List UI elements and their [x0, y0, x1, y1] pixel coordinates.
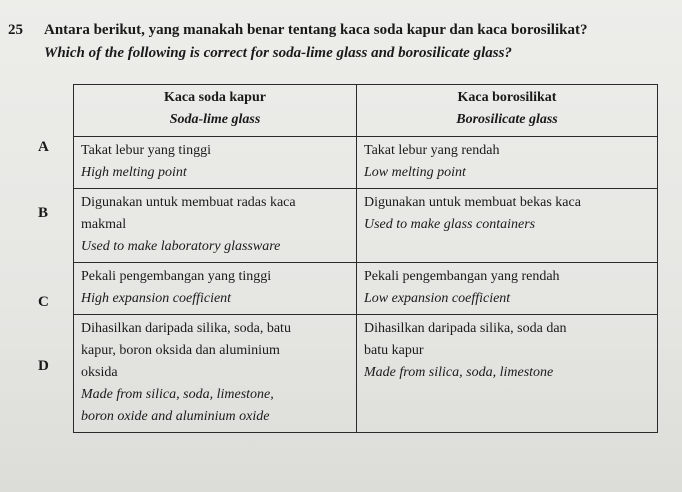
cell-text-malay: oksida [81, 365, 118, 380]
cell-text-malay: Digunakan untuk membuat bekas kaca [364, 195, 581, 210]
header-soda-lime-malay: Kaca soda kapur [164, 90, 266, 105]
question-text-malay: Antara berikut, yang manakah benar tentang kaca soda kapur dan kaca borosilikat? [44, 22, 588, 38]
row-b-borosilicate-cell [357, 189, 658, 263]
comparison-table [73, 84, 658, 433]
cell-text-malay: Pekali pengembangan yang tinggi [81, 269, 272, 284]
header-soda-lime [74, 85, 357, 137]
table-row [74, 263, 658, 315]
option-label-c: C [38, 294, 49, 310]
cell-text-malay: Pekali pengembangan yang rendah [364, 269, 560, 284]
cell-text-english: High expansion coefficient [81, 291, 232, 306]
cell-text-malay: batu kapur [364, 343, 424, 358]
header-borosilicate [357, 85, 658, 137]
cell-text-english: High melting point [81, 165, 187, 180]
row-c-borosilicate-cell [357, 263, 658, 315]
question-number: 25 [8, 22, 23, 38]
row-c-soda-lime-cell [74, 263, 357, 315]
cell-text-malay: makmal [81, 217, 127, 232]
header-borosilicate-malay: Kaca borosilikat [457, 90, 557, 105]
row-a-borosilicate-cell [357, 137, 658, 189]
cell-text-malay: Dihasilkan daripada silika, soda, batu [81, 321, 291, 336]
cell-text-english: Made from silica, soda, limestone, [81, 387, 274, 402]
option-label-a: A [38, 139, 49, 155]
table-row [74, 315, 658, 433]
cell-text-english: boron oxide and aluminium oxide [81, 409, 270, 424]
row-d-soda-lime-cell [74, 315, 357, 433]
row-d-borosilicate-cell [357, 315, 658, 433]
header-borosilicate-english: Borosilicate glass [456, 112, 558, 127]
table-row [74, 137, 658, 189]
header-soda-lime-english: Soda-lime glass [169, 112, 261, 127]
cell-text-malay: Takat lebur yang rendah [364, 143, 500, 158]
cell-text-english: Used to make glass containers [364, 217, 536, 232]
cell-text-english: Used to make laboratory glassware [81, 239, 281, 254]
cell-text-english: Low expansion coefficient [364, 291, 511, 306]
row-b-soda-lime-cell [74, 189, 357, 263]
cell-text-english: Made from silica, soda, limestone [364, 365, 554, 380]
cell-text-malay: kapur, boron oksida dan aluminium [81, 343, 280, 358]
row-a-soda-lime-cell [74, 137, 357, 189]
cell-text-malay: Takat lebur yang tinggi [81, 143, 212, 158]
cell-text-english: Low melting point [364, 165, 466, 180]
question-text-english: Which of the following is correct for soda-lime glass and borosilicate glass? [44, 45, 512, 61]
option-label-b: B [38, 205, 49, 221]
option-label-d: D [38, 358, 49, 374]
cell-text-malay: Digunakan untuk membuat radas kaca [81, 195, 296, 210]
table-header-row [74, 85, 658, 137]
cell-text-malay: Dihasilkan daripada silika, soda dan [364, 321, 567, 336]
table-row [74, 189, 658, 263]
